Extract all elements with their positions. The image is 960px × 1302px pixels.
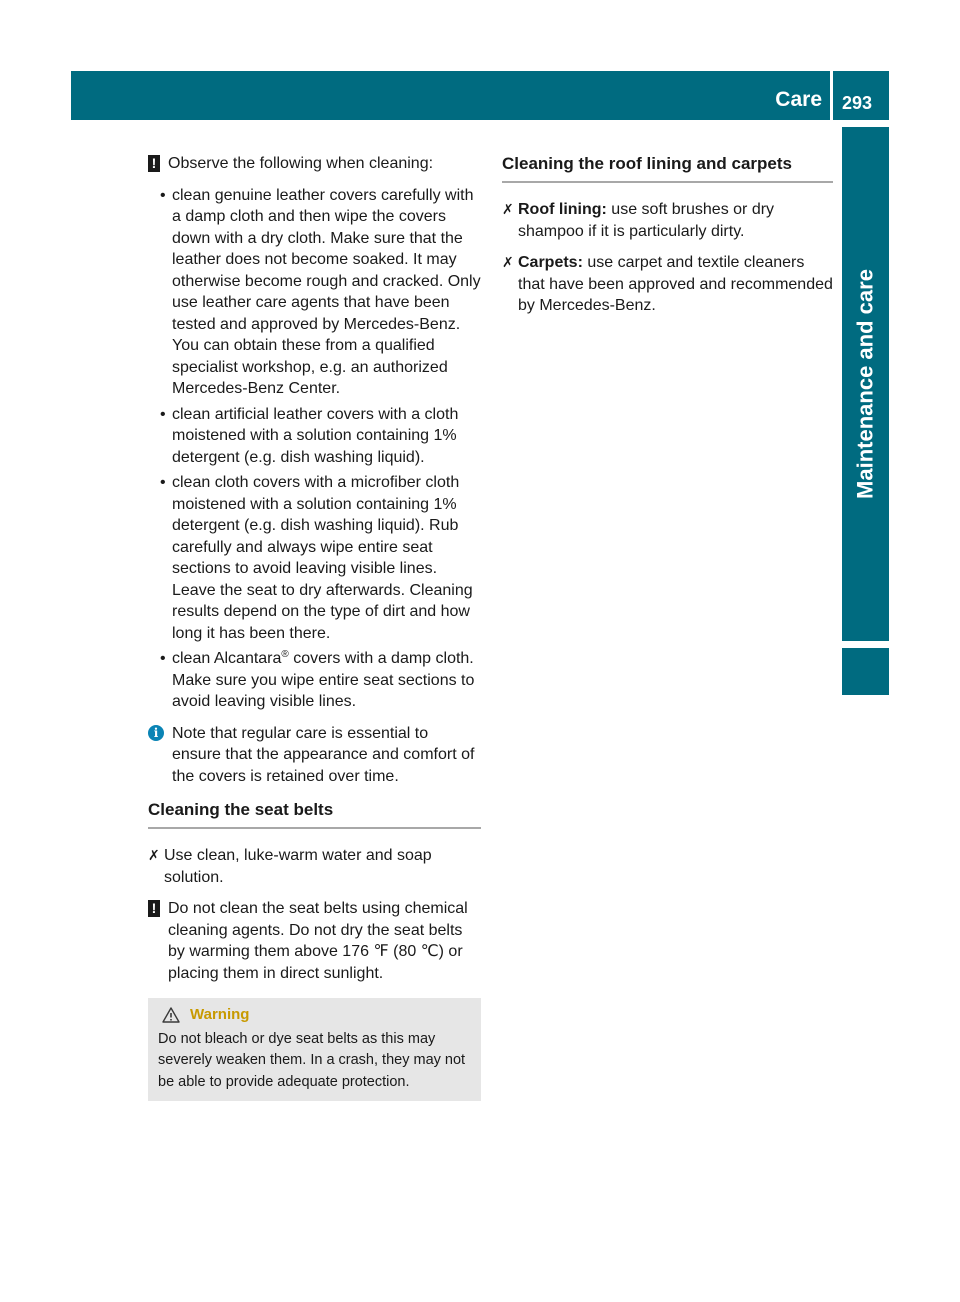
step-arrow-icon: ✗ (502, 201, 514, 217)
warning-title: Warning (190, 1006, 250, 1023)
instruction-step (148, 845, 481, 888)
step-lead: Carpets: (518, 254, 583, 271)
list-item (172, 648, 481, 713)
alcantara-text-before: clean Alcantara (172, 650, 282, 667)
list-item: • clean genuine leather covers carefully with a damp cloth and then wipe the covers down with a dry cloth. Make sure that the leather does not become soaked. It may otherwise become rough and cracked. Only use leather care agents that have been tested and approved by Mercedes-Benz. You can obtain these from a qualified specialist workshop, e.g. an authorized Mercedes-Benz Center. (172, 185, 481, 400)
page-number: 293 (842, 93, 873, 113)
step-text: use soft brushes or dry shampoo if it is particularly dirty. (518, 201, 775, 240)
section-heading-roof-lining: Cleaning the roof lining and carpets (502, 153, 833, 183)
warning-header (158, 1004, 471, 1026)
chapter-tab-label: Maintenance and care (852, 269, 877, 499)
step-lead: Roof lining: (518, 201, 607, 218)
section-heading-seat-belts: Cleaning the seat belts (148, 799, 481, 829)
warning-text: Do not bleach or dye seat belts as this may severely weaken them. In a crash, they may not be able to provide adequate protection. (158, 1030, 466, 1090)
instruction-step (502, 252, 833, 317)
right-column (502, 153, 833, 327)
caution-note-text: Observe the following when cleaning: (168, 155, 434, 172)
header-divider (830, 71, 833, 120)
step-text: Use clean, luke-warm water and soap solution. (164, 847, 432, 886)
list-item: • clean cloth covers with a microfiber cloth moistened with a solution containing 1% detergent (e.g. dish washing liquid). Rub carefully and always wipe entire seat sections to avoid leaving visible lines. Leave the seat to dry afterwards. Cleaning results depend on the type of dirt and how long it has been there. (172, 472, 481, 644)
step-text: use carpet and textile cleaners that have been approved and recommended by Mercedes-Benz. (518, 254, 833, 314)
step-arrow-icon: ✗ (148, 847, 160, 863)
caution-note-text: Do not clean the seat belts using chemical cleaning agents. Do not dry the seat belts by warming them above 176 ℉ (80 ℃) or placing them in direct sunlight. (168, 900, 468, 982)
exclamation-mark-icon: ! (148, 155, 160, 172)
caution-note (148, 153, 481, 175)
left-column (148, 153, 481, 1101)
step-arrow-icon: ✗ (502, 254, 514, 270)
page-title: Care (775, 88, 822, 111)
chapter-tab-marker (842, 648, 889, 695)
info-note-text: Note that regular care is essential to ensure that the appearance and comfort of the covers is retained over time. (172, 724, 475, 785)
info-note (148, 723, 481, 788)
cleaning-bullet-list (148, 185, 481, 713)
info-icon: i (148, 725, 164, 741)
header-bar (71, 71, 889, 120)
exclamation-mark-icon: ! (148, 900, 160, 917)
caution-note (148, 898, 481, 984)
warning-triangle-icon (162, 1007, 180, 1023)
warning-box (148, 998, 481, 1101)
alcantara-text-after: covers with a damp cloth. Make sure you wipe entire seat sections to avoid leaving visible lines. (172, 650, 475, 710)
registered-mark: ® (281, 649, 289, 660)
instruction-step (502, 199, 833, 242)
list-item: • clean artificial leather covers with a cloth moistened with a solution containing 1% detergent (e.g. dish washing liquid). (172, 404, 481, 469)
